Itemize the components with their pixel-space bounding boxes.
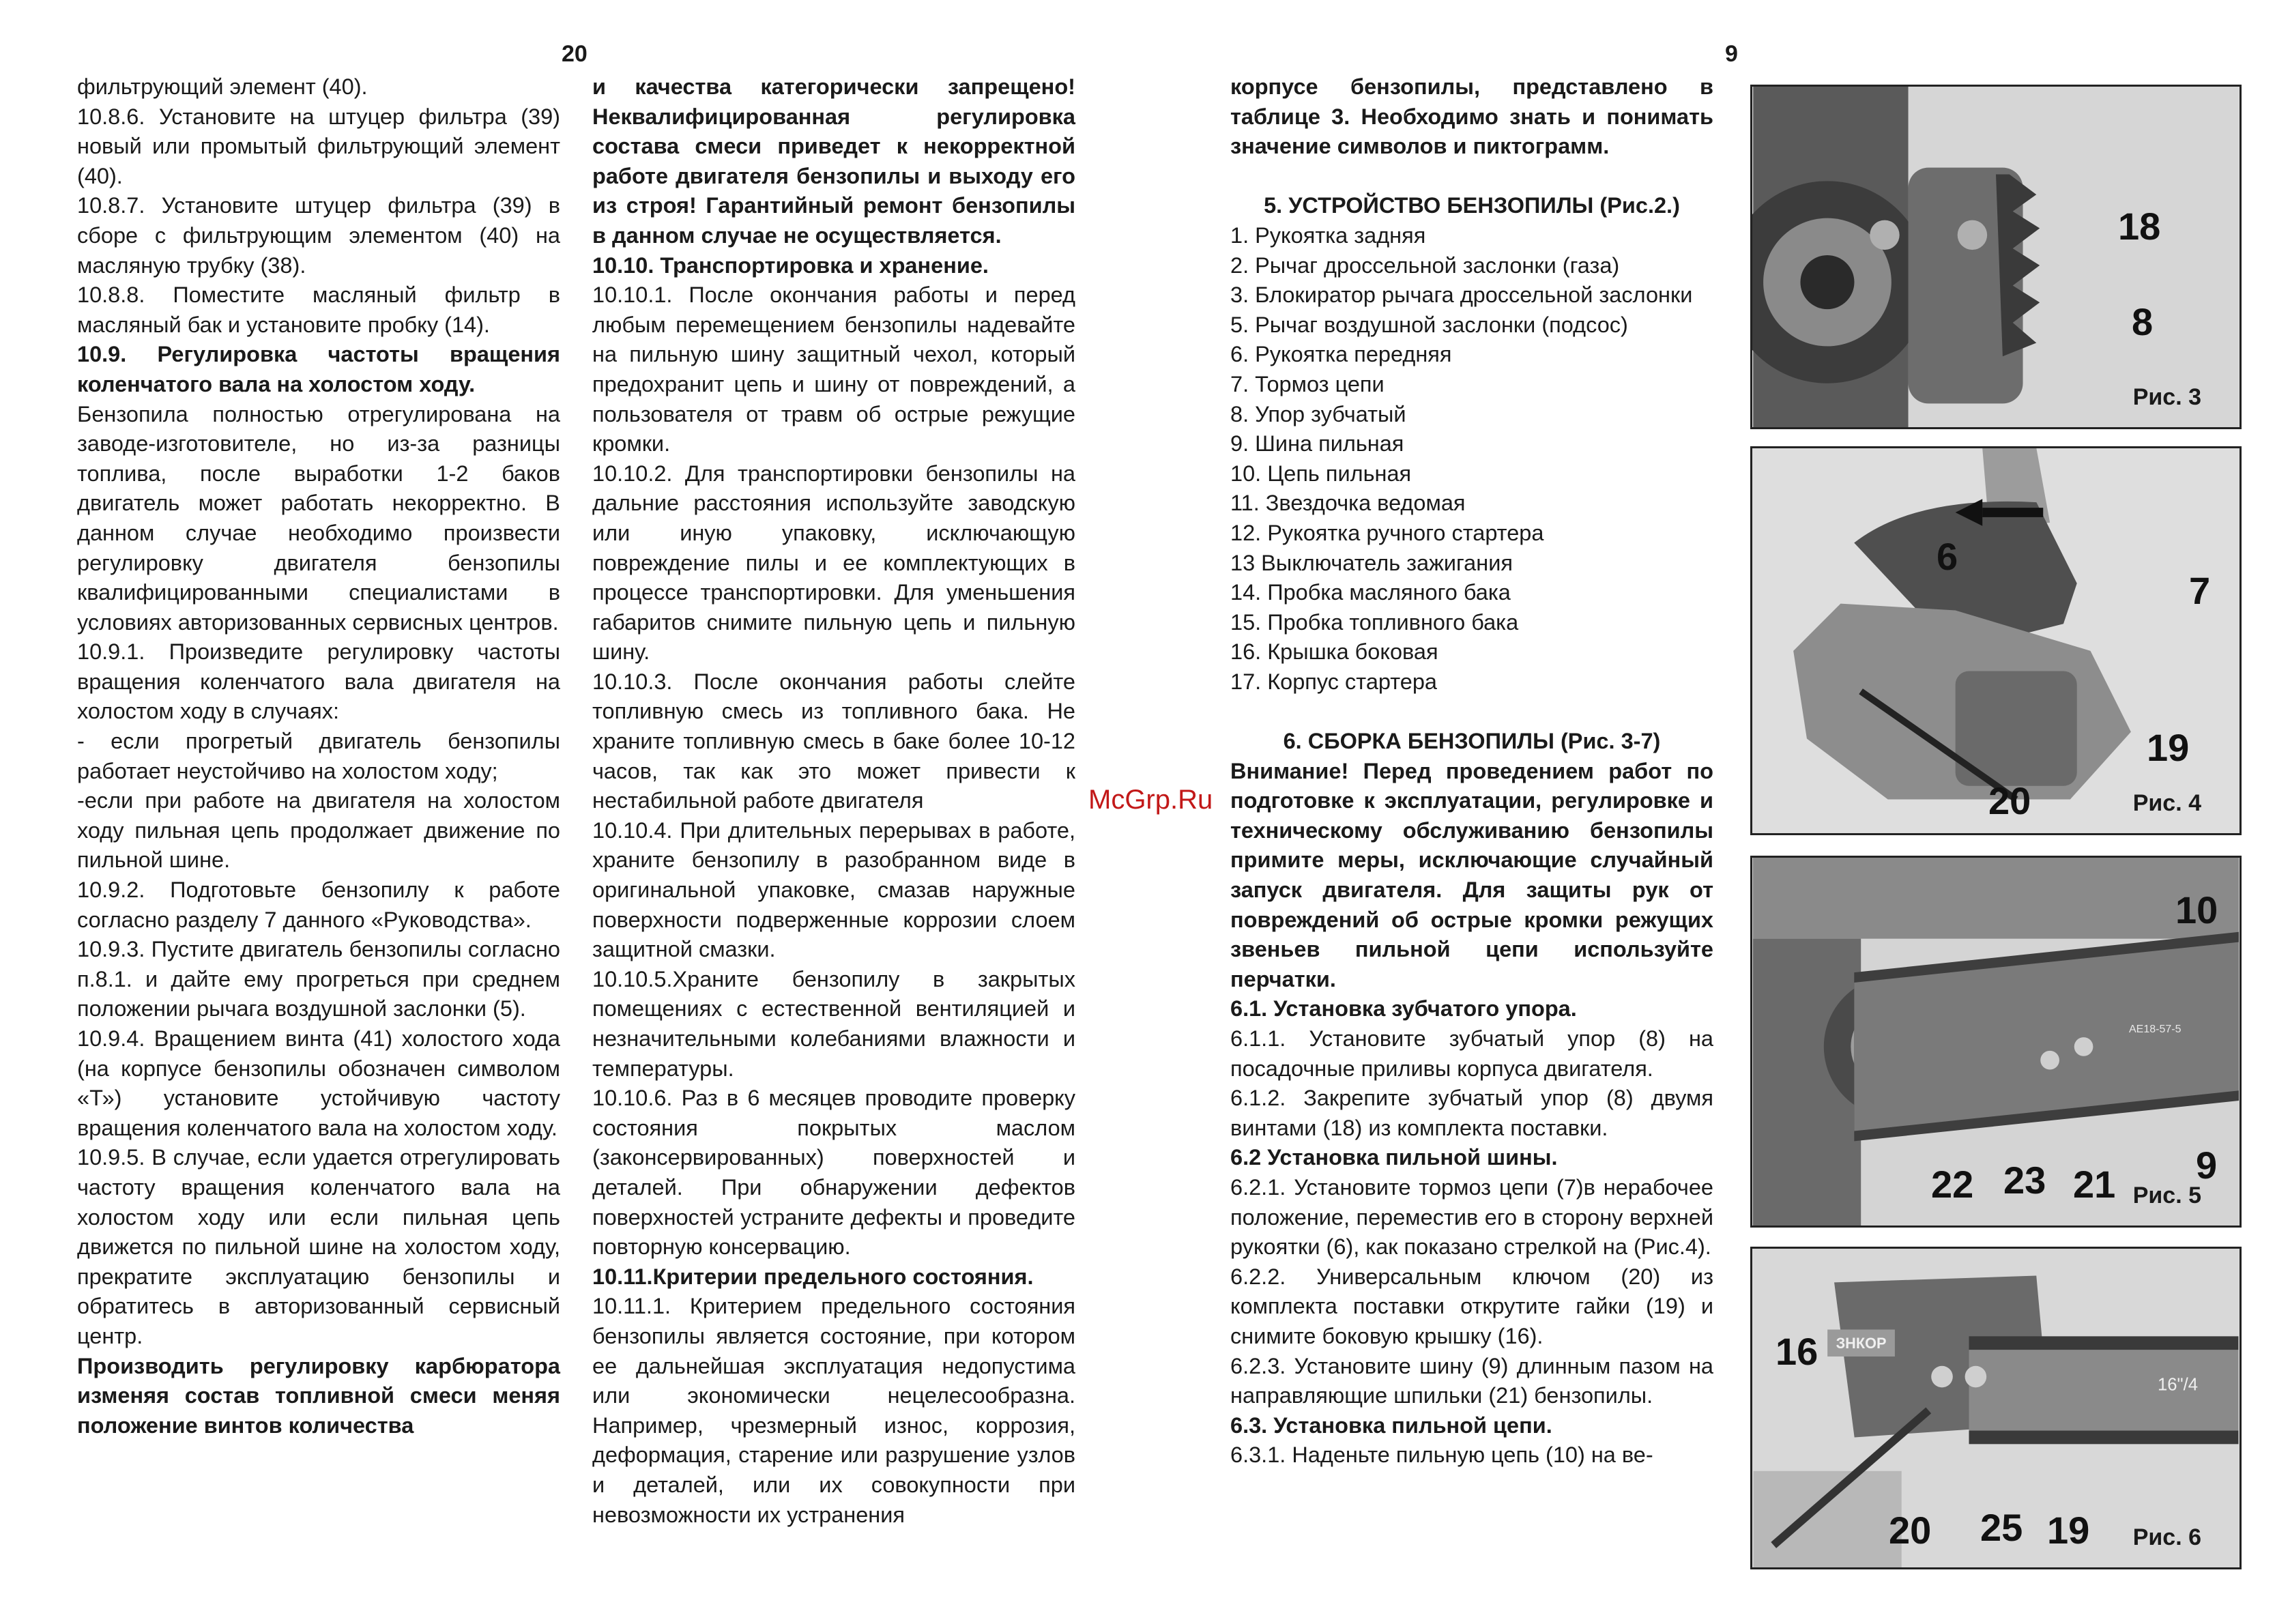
paragraph: 10.9.2. Подготовьте бензопилу к работе согласно разделу 7 данного «Руководства». [77,878,560,932]
paragraph: 6.1.2. Закрепите зубчатый упор (8) двумя винтами (18) из комплекта поставки. [1230,1086,1713,1140]
paragraph: 1. Рукоятка задняя [1230,222,1426,248]
section-heading: 6. СБОРКА БЕНЗОПИЛЫ (Рис. 3-7) [1283,729,1661,754]
fig5-label-21: 21 [2073,1163,2116,1206]
paragraph: 6.2.1. Установите тормоз цепи (7)в нерабочее положение, переместив его в сторону верхней рукоятки (6), как показано стрелкой на (Рис.4). [1230,1174,1713,1260]
paragraph: - если прогретый двигатель бензопилы работает неустойчиво на холостом ходу; [77,729,560,783]
fig6-brand-text: ЗНКОР [1836,1335,1887,1352]
fig5-label-9: 9 [2196,1144,2218,1187]
figure-5-photo [1752,858,2240,1226]
paragraph: 3. Блокиратор рычага дроссельной заслонки [1230,282,1693,308]
section-heading: 5. УСТРОЙСТВО БЕНЗОПИЛЫ (Рис.2.) [1264,193,1680,218]
paragraph: 10.10.2. Для транспортировки бензопилы на дальние расстояния используйте заводскую или иную упаковку, исключающую повреждение пилы и ее комплектующих в процессе транспортировки. Для уменьшения габаритов снимите пильную цепь и пильную шину. [592,461,1075,665]
fig6-label-20: 20 [1889,1509,1932,1552]
figure-4-caption: Рис. 4 [2132,790,2201,816]
figure-3-photo [1752,87,2240,427]
fig6-label-19: 19 [2047,1509,2090,1552]
paragraph: 2. Рычаг дроссельной заслонки (газа) [1230,252,1620,278]
fig3-label-8: 8 [2132,300,2154,343]
paragraph: 10.10.5.Храните бензопилу в закрытых помещениях с естественной вентиляцией и незначительными колебаниями влажности и температуры. [592,966,1075,1081]
figure-5 [1750,856,2242,1228]
figure-4 [1750,446,2242,835]
bold-paragraph: 6.1. Установка зубчатого упора. [1230,996,1577,1021]
paragraph: 10.10.4. При длительных перерывах в работе, храните бензопилу в разобранном виде в оригинальной упаковке, смазав наружные поверхности подверженные коррозии слоем защитной смазки. [592,817,1075,962]
paragraph: 11. Звездочка ведомая [1230,491,1466,516]
bold-paragraph: и качества категорически запрещено! Неквалифицированная регулировка состава смеси приведет к некорректной работе двигателя бензопилы и выходу его из строя! Гарантийный ремонт бензопилы в данном случае не осуществляется. [592,74,1075,248]
fig4-label-19: 19 [2147,726,2190,769]
paragraph: 10.8.8. Поместите масляный фильтр в масляный бак и установите пробку (14). [77,282,560,337]
paragraph: 10.10.3. После окончания работы слейте топливную смесь из топливного бака. Не храните топливную смесь в баке более 10-12 часов, так как это может привести к нестабильной работе двигателя [592,669,1075,813]
bold-paragraph: 10.11.Критерии предельного состояния. [592,1264,1034,1289]
left-column-1 [77,72,560,1440]
bold-paragraph: 10.10. Транспортировка и хранение. [592,252,989,278]
figure-3-caption: Рис. 3 [2132,384,2201,410]
bold-paragraph: 10.9. Регулировка частоты вращения коленчатого вала на холостом ходу. [77,342,560,396]
bold-paragraph: 6.3. Установка пильной цепи. [1230,1412,1552,1438]
paragraph: 5. Рычаг воздушной заслонки (подсос) [1230,312,1628,337]
fig4-label-7: 7 [2189,569,2211,612]
paragraph: 6.2.2. Универсальным ключом (20) из комплекта поставки открутите гайки (19) и снимите боковую крышку (16). [1230,1264,1713,1348]
figure-6-caption: Рис. 6 [2132,1524,2201,1550]
paragraph: 10.10.6. Раз в 6 месяцев проводите проверку состояния покрытых маслом (законсервированных) поверхностей и деталей. При обнаружении дефектов поверхностей устраните дефекты и проведите повторную консервацию. [592,1086,1075,1260]
paragraph: 10.11.1. Критерием предельного состояния бензопилы является состояние, при котором ее дальнейшая эксплуатация недопустима или экономически нецелесообразна. Например, чрезмерный износ, коррозия, деформация, старение или разрушение узлов и деталей, или их совокупности при невозможности их устранения [592,1294,1075,1527]
fig6-label-16: 16 [1776,1330,1818,1373]
paragraph: фильтрующий элемент (40). [77,74,368,99]
paragraph: 10.9.4. Вращением винта (41) холостого хода (на корпусе бензопилы обозначен символом «Т») установите устойчивую частоту вращения коленчатого вала на холостом ходу. [77,1026,560,1140]
watermark: McGrp.Ru [1088,785,1213,815]
fig6-label-25: 25 [1980,1506,2023,1549]
paragraph: 10. Цепь пильная [1230,461,1412,486]
figure-4-photo [1752,448,2240,833]
paragraph: 10.10.1. После окончания работы и перед любым перемещением бензопилы надевайте на пильную шину защитный чехол, который предохранит цепь и шину от повреждений, а пользователя от травм об острые режущие кромки. [592,282,1075,456]
paragraph: 7. Тормоз цепи [1230,371,1385,396]
paragraph: 16. Крышка боковая [1230,639,1438,665]
paragraph: 10.8.6. Установите на штуцер фильтра (39) новый или промытый фильтрующий элемент (40). [77,104,560,188]
left-column-2 [592,72,1075,1530]
paragraph: 6.2.3. Установите шину (9) длинным пазом на направляющие шпильки (21) бензопилы. [1230,1353,1713,1408]
paragraph: 15. Пробка топливного бака [1230,609,1519,635]
figure-5-caption: Рис. 5 [2132,1183,2201,1208]
paragraph: 14. Пробка масляного бака [1230,580,1511,605]
right-column-text [1230,72,1713,1470]
fig4-label-6: 6 [1937,535,1958,578]
bold-paragraph: корпусе бензопилы, представлено в таблице 3. Необходимо знать и понимать значение символов и пиктограмм. [1230,74,1713,159]
fig5-label-23: 23 [2003,1159,2046,1202]
paragraph: 8. Упор зубчатый [1230,401,1406,426]
paragraph: 6.1.1. Установите зубчатый упор (8) на посадочные приливы корпуса двигателя. [1230,1026,1713,1081]
paragraph: 6. Рукоятка передняя [1230,342,1452,367]
fig5-bar-code-text: AE18-57-5 [2129,1024,2182,1035]
paragraph: -если при работе на двигателя на холостом ходу пильная цепь продолжает движение по пильной шине. [77,788,560,873]
fig4-label-20: 20 [1988,779,2031,822]
paragraph: 13 Выключатель зажигания [1230,550,1513,575]
paragraph: 10.9.1. Произведите регулировку частоты вращения коленчатого вала двигателя на холостом ходу в случаях: [77,639,560,724]
fig5-label-10: 10 [2175,888,2218,931]
paragraph: 10.8.7. Установите штуцер фильтра (39) в сборе с фильтрующим элементом (40) на масляную трубку (38). [77,193,560,278]
paragraph: 12. Рукоятка ручного стартера [1230,520,1544,545]
fig5-label-22: 22 [1931,1163,1974,1206]
paragraph: 9. Шина пильная [1230,431,1404,456]
paragraph-gap [1230,697,1713,727]
paragraph: 17. Корпус стартера [1230,669,1438,694]
right-page-number: 9 [1725,41,1738,67]
paragraph: 6.3.1. Наденьте пильную цепь (10) на ве- [1230,1442,1653,1468]
paragraph: Бензопила полностью отрегулирована на заводе-изготовителе, но из-за разницы топлива, после выработки 1-2 баков двигатель может работать некорректно. В данном случае необходимо произвести регулировку двигателя бензопилы квалифицированными специалистами в условиях авторизованных сервисных центров. [77,401,560,635]
fig3-label-18: 18 [2118,205,2161,248]
paragraph-gap [1230,162,1713,192]
left-page-number: 20 [562,41,588,67]
figure-6 [1750,1247,2242,1569]
bold-paragraph: Производить регулировку карбюратора изменяя состав топливной смеси меняя положение винтов количества [77,1353,560,1438]
bold-paragraph: 6.2 Установка пильной шины. [1230,1145,1558,1170]
paragraph: 10.9.5. В случае, если удается отрегулировать частоту вращения коленчатого вала на холостом ходу или если пильная цепь движется по пильной шине на холостом ходу, прекратите эксплуатацию бензопилы и обратитесь в авторизованный сервисный центр. [77,1145,560,1348]
paragraph: 10.9.3. Пустите двигатель бензопилы согласно п.8.1. и дайте ему прогреться при среднем положении рычага воздушной заслонки (5). [77,937,560,1021]
bold-paragraph: Внимание! Перед проведением работ по подготовке к эксплуатации, регулировке и техническому обслуживанию бензопилы примите меры, исключающие случайный запуск двигателя. Для защиты рук от повреждений об острые кромки режущих звеньев пильной цепи используйте перчатки. [1230,758,1713,991]
fig6-bar-size-text: 16"/4 [2157,1375,2199,1395]
figure-3 [1750,85,2242,429]
